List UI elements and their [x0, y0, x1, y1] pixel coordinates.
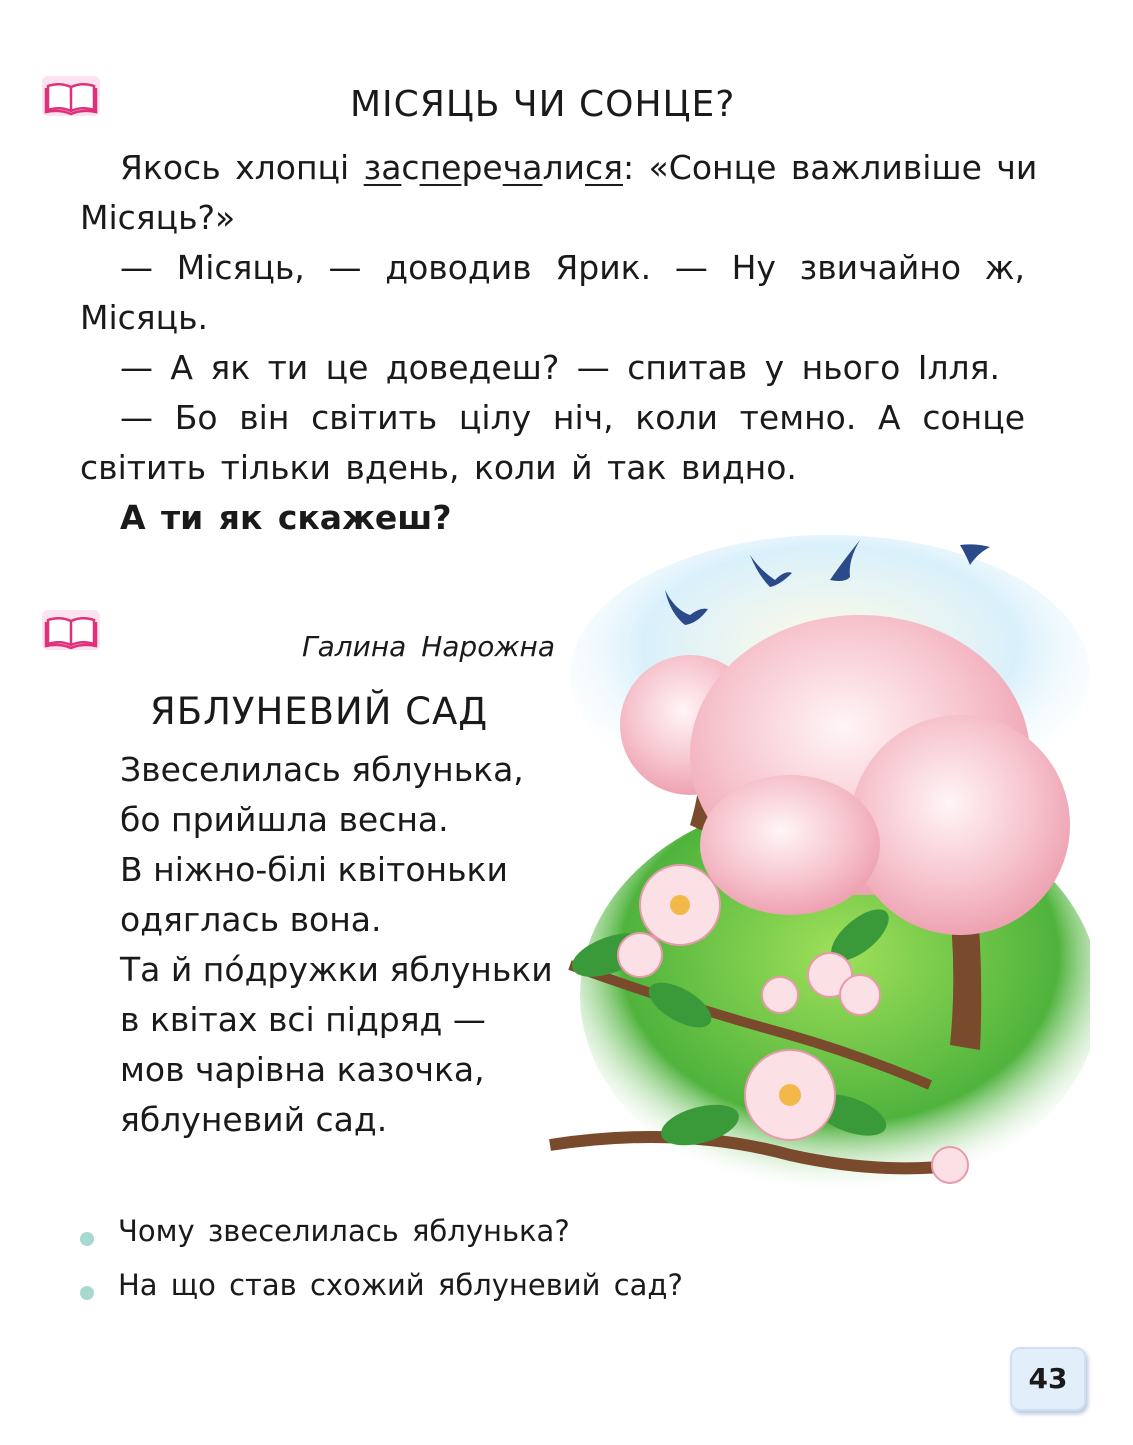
poem-line: Та й по́дружки яблуньки	[120, 950, 553, 989]
page-number: 43	[1010, 1347, 1086, 1411]
story-question: А ти як скажеш?	[120, 498, 452, 537]
underlined-syllable: ся	[585, 148, 623, 187]
bullet-icon	[80, 1232, 94, 1246]
book-icon	[40, 74, 102, 118]
poem-line: бо прийшла весна.	[120, 800, 449, 839]
question-item: Чому звеселилась яблунька?	[118, 1214, 570, 1248]
poem-line: одяглась вона.	[120, 900, 382, 939]
poem-author: Галина Нарожна	[302, 630, 556, 663]
underlined-syllable: ча	[502, 148, 543, 187]
bullet-icon	[80, 1286, 94, 1300]
poem-line: В ніжно-білі квітоньки	[120, 850, 508, 889]
story-line-2: Місяць?»	[80, 198, 236, 237]
underlined-syllable: пе	[419, 148, 462, 187]
story-line-1: Якось хлопці засперечалися: «Сонце важливіше чи	[120, 148, 1038, 187]
story-line-3: — Місяць, — доводив Ярик. — Ну звичайно ж,	[120, 248, 1025, 287]
story-line-5: — А як ти це доведеш? — спитав у нього Ілля.	[120, 348, 1000, 387]
story-title: МІСЯЦЬ ЧИ СОНЦЕ?	[350, 84, 736, 125]
poem-line: мов чарівна казочка,	[120, 1050, 485, 1089]
question-item: На що став схожий яблуневий сад?	[118, 1268, 683, 1302]
story-line-6: — Бо він світить цілу ніч, коли темно. А сонце	[120, 398, 1025, 437]
book-icon	[40, 608, 102, 652]
poem-line: яблуневий сад.	[120, 1100, 388, 1139]
poem-title: ЯБЛУНЕВИЙ САД	[150, 690, 489, 733]
story-line-4: Місяць.	[80, 298, 209, 337]
apple-tree-illustration	[530, 525, 1090, 1205]
poem-line: Звеселилась яблунька,	[120, 750, 524, 789]
poem-line: в квітах всі підряд —	[120, 1000, 486, 1039]
underlined-syllable: за	[363, 148, 402, 187]
story-line-7: світить тільки вдень, коли й так видно.	[80, 448, 797, 487]
